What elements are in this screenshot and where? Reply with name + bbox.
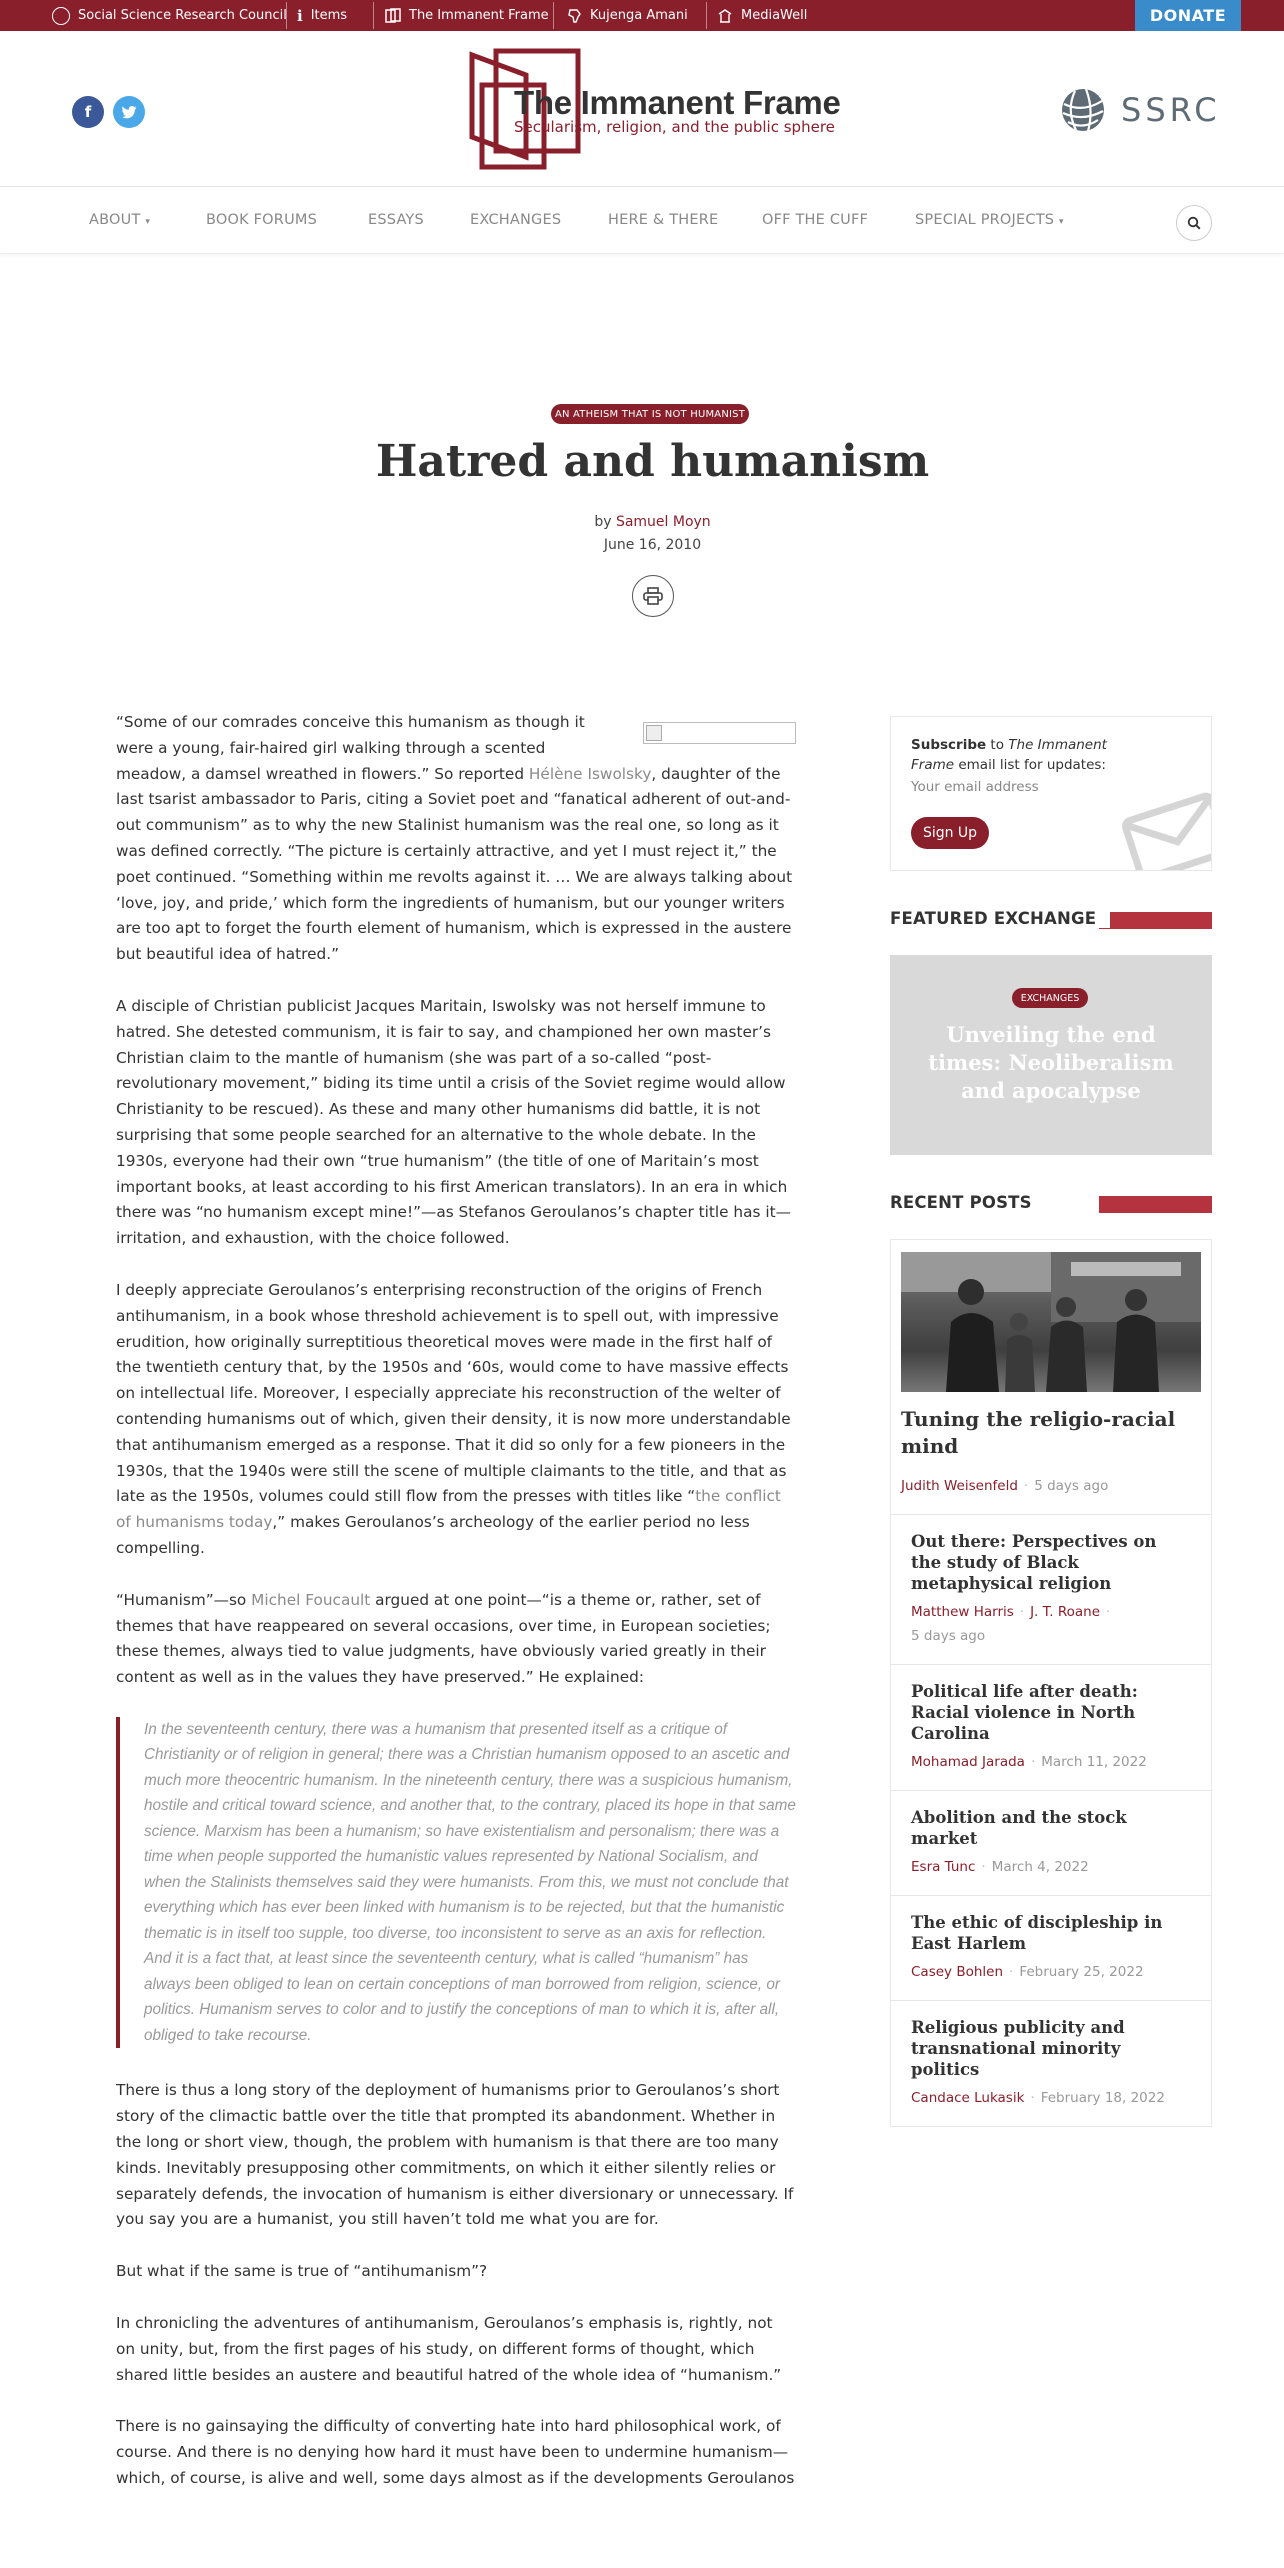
topbar-label: Social Science Research Council [78,8,287,23]
ssrc-wordmark[interactable]: SSRC [1121,91,1221,129]
author-link[interactable]: J. T. Roane [1030,1604,1101,1620]
twitter-icon[interactable] [113,96,145,128]
featured-title[interactable]: Unveiling the end times: Neoliberalism and apocalypse [928,1022,1174,1103]
category-badge[interactable]: AN ATHEISM THAT IS NOT HUMANIST [551,404,749,424]
separator: · [1106,1604,1111,1620]
list-item[interactable] [891,1791,1211,1896]
post-date: February 25, 2022 [1019,1964,1144,1980]
chevron-down-icon: ▾ [1059,217,1064,227]
author-link[interactable]: Casey Bohlen [911,1964,1004,1980]
email-field[interactable]: Your email address [911,779,1039,795]
article-paragraph: But what if the same is true of “antihumanism”? [116,2262,488,2281]
divider [553,2,554,29]
conflict-of-humanisms-link[interactable]: the conflict of humanisms today [116,1487,781,1532]
post-title[interactable]: The ethic of discipleship in East Harlem [911,1913,1163,1953]
list-item[interactable] [891,1896,1211,2001]
article-body [116,710,796,2518]
nav-item-special-projects[interactable] [915,212,1064,228]
post-meta [911,1750,1191,1774]
topbar-label: MediaWell [741,8,808,23]
africa-icon [566,8,582,24]
article-paragraph: There is thus a long story of the deployment of humanisms prior to Geroulanos’s short story of the climactic battle over the title that prompted its abandonment. Whether in the long or short view, though, the problem with humanism is that there are too many kinds. Inevitably presupposing other commitments, on which it either silently relies or separately defends, the invocation of humanism is either diversionary or unnecessary. If you say you are a humanist, you still haven’t told me what you are for. [116,2081,794,2229]
publication-name: The Immanent Frame [911,737,1107,773]
heading-bar [1099,912,1212,929]
post-meta [911,1960,1191,1984]
text: email list for updates: [954,757,1106,773]
info-icon: i [297,6,303,25]
list-item[interactable] [891,1240,1211,1515]
topbar-link-items[interactable] [297,0,347,31]
printer-icon [643,587,663,605]
nav-item-off-the-cuff[interactable]: OFF THE CUFF [762,212,869,228]
article-paragraph [116,1588,796,1691]
topbar-link-ssrc[interactable] [52,0,287,31]
nav-label: ABOUT [89,212,141,228]
text: to [986,737,1009,753]
post-title[interactable]: Tuning the religio-racial mind [901,1407,1176,1458]
divider [706,2,707,29]
nav-item-exchanges[interactable]: EXCHANGES [470,212,562,228]
post-date: June 16, 2010 [603,537,702,553]
post-date: March 11, 2022 [1041,1754,1147,1770]
post-title: Hatred and humanism [375,436,930,487]
main-nav [0,188,1284,254]
featured-exchange-card[interactable] [890,955,1212,1155]
author-link[interactable]: Esra Tunc [911,1859,976,1875]
globe-icon [52,7,70,25]
post-meta [911,1855,1191,1879]
post-date: March 4, 2022 [991,1859,1089,1875]
topbar-label: Items [310,8,348,23]
topbar-link-kujenga-amani[interactable] [566,0,688,31]
byline-prefix: by [594,514,612,530]
logo-title[interactable]: The Immanent Frame [514,84,841,121]
separator: · [981,1859,986,1875]
article-paragraph [116,1278,796,1562]
post-meta [911,1600,1191,1648]
separator: · [1030,2090,1035,2106]
chevron-down-icon: ▾ [145,217,151,227]
helene-iswolsky-link[interactable]: Hélène Iswolsky [528,764,652,783]
subscribe-box [890,716,1212,871]
ssrc-globe-icon[interactable] [1060,87,1106,133]
featured-exchange-heading [890,909,1212,931]
block-quote: In the seventeenth century, there was a humanism that presented itself as a critique of Christianity or of religion in general; there was a Christian humanism opposed to an ascetic and much more theocentric humanism. In the nineteenth century, there was a suspicious humanism, hostile and critical toward science, and another that, to the contrary, placed its hope in that same science. Marxism has been a humanism; so have existentialism and personalism; there was a time when people supported the humanistic values represented by National Socialism, and when the Stalinists themselves said they were humanists. From this, we must not conclude that everything which has ever been linked with humanism is to be rejected, but that the humanistic thematic is in itself too supple, too diverse, too inconsistent to serve as an axis for reflection. And it is a fact that, at least since the seventeenth century, what is called “humanism” has always been obliged to lean on certain conceptions of man borrowed from religion, science, or politics. Humanism serves to color and to justify the conceptions of man to which it is, after all, obliged to take recourse. [116,1717,796,2049]
author-link[interactable]: Samuel Moyn [615,514,711,530]
post-date: February 18, 2022 [1040,2090,1165,2106]
nav-label: SPECIAL PROJECTS [915,212,1055,228]
separator: · [1009,1964,1014,1980]
author-link[interactable]: Matthew Harris [911,1604,1014,1620]
recent-posts-list [890,1239,1212,2127]
byline [0,514,1284,530]
search-icon [1187,216,1201,230]
heading-text: RECENT POSTS [890,1193,1046,1212]
facebook-icon[interactable]: f [72,96,104,128]
article-paragraph [116,710,796,968]
text: , daughter of the last tsarist ambassador to Paris, citing a Soviet poet and “fanatical adherent of out-and-out communism” as to why the new Stalinist humanism was the real one, so long as it was defined correctly. “The picture is certainly attractive, and yet I must reject it,” the poet continued. “Something within me revolts against it. … We are always talking about ‘love, joy, and pride,’ which form the ingredients of humanism, but our younger writers are too apt to forget the fourth element of humanism, which is expressed in the austere but beautiful idea of hatred.” [116,764,793,964]
post-photo[interactable] [901,1252,1201,1392]
nav-item-about[interactable] [89,212,150,228]
list-item[interactable] [891,1515,1211,1665]
separator: · [1030,1754,1036,1770]
recent-posts-heading [890,1193,1212,1215]
post-title[interactable]: Out there: Perspectives on the study of Black metaphysical religion [911,1532,1157,1593]
divider [373,2,374,29]
author-link[interactable]: Mohamad Jarada [911,1754,1025,1770]
frame-icon [385,8,401,24]
topbar-link-mediawell[interactable] [717,0,807,31]
text: “Some of our comrades conceive this humanism as though it were a young, fair-haired girl walking through a scented meadow, a damsel wreathed in flowers.” So reported [116,713,585,783]
subscribe-text [911,735,1151,775]
well-icon [717,8,733,24]
sidebar [890,716,1212,2127]
author-link[interactable]: Judith Weisenfeld [901,1478,1018,1494]
post-title[interactable]: Political life after death: Racial violence in North Carolina [911,1682,1138,1743]
article-paragraph: There is no gainsaying the difficulty of converting hate into hard philosophical work, of course. And there is no denying how hard it must have been to undermine humanism—which, of course, is alive and well, some days almost as if the developments Geroulanos [116,2417,795,2487]
post-title[interactable]: Abolition and the stock market [911,1808,1127,1848]
post-date: 5 days ago [1034,1478,1109,1494]
print-button[interactable] [632,575,674,617]
exchanges-badge[interactable]: EXCHANGES [1012,988,1088,1008]
envelope-icon [1121,787,1212,871]
post-date: 5 days ago [911,1628,986,1644]
subscribe-lead: Subscribe [911,737,987,753]
article-paragraph: In chronicling the adventures of antihumanism, Geroulanos’s emphasis is, rightly, not on unity, but, from the first pages of his study, on different forms of thought, which shared little besides an austere and beautiful hatred of the whole idea of “humanism.” [116,2313,782,2384]
sign-up-button[interactable]: Sign Up [911,817,989,849]
top-bar [0,0,1284,31]
michel-foucault-link[interactable]: Michel Foucault [251,1590,371,1609]
topbar-label: The Immanent Frame [409,8,549,23]
nav-item-essays[interactable]: ESSAYS [368,212,424,228]
search-button[interactable] [1176,205,1212,241]
text: argued at one point—“is a theme or, rather, set of themes that have reappeared on several occasions, over time, in European societies; these themes, always tied to value judgments, have obviously varied greatly in their content as well as in the values they have preserved.” He explained: [116,1590,771,1687]
site-header [0,31,1284,187]
author-link[interactable]: Candace Lukasik [911,2090,1025,2106]
donate-button[interactable]: DONATE [1135,0,1241,31]
text: ,” makes Geroulanos’s archeology of the earlier period no less compelling. [116,1513,750,1557]
post-title[interactable]: Religious publicity and transnational minority politics [911,2018,1125,2079]
separator: · [1019,1604,1025,1620]
text: “Humanism”—so [116,1590,252,1609]
logo-subtitle: Secularism, religion, and the public sphere [514,118,835,136]
list-item[interactable] [891,2001,1211,2126]
divider [286,2,287,29]
separator: · [1023,1478,1029,1494]
nav-item-book-forums[interactable]: BOOK FORUMS [206,212,317,228]
topbar-link-immanent-frame[interactable] [385,0,549,31]
topbar-label: Kujenga Amani [590,8,688,23]
heading-bar [1099,1196,1212,1213]
broken-image [643,722,796,744]
post-meta [901,1474,1191,1498]
post-meta [911,2086,1191,2110]
article-paragraph: A disciple of Christian publicist Jacques Maritain, Iswolsky was not herself immune to hatred. She detested communism, it is fair to say, and championed her own master’s Christian claim to the mantle of humanism (she was part of a so-called “post-revolutionary movement,” biding its time until a crisis of the Soviet regime would allow Christianity to be rescued). As these and many other humanisms did battle, it is not surprising that some people searched for an alternative to the whole debate. In the 1930s, everyone had their own “true humanism” (the title of one of Maritain’s most important books, at least according to his first American translators). In an era in which there was “no humanism except mine!”—as Stefanos Geroulanos’s chapter title has it—irritation, and exhaustion, with the choice followed. [116,996,791,1248]
list-item[interactable] [891,1665,1211,1791]
text: I deeply appreciate Geroulanos’s enterprising reconstruction of the origins of French antihumanism, in a book whose threshold achievement is to spell out, with impressive erudition, how originally surreptitious theoretical moves were made in the first half of the twentieth century that, by the 1950s and ‘60s, would come to have massive effects on intellectual life. Moreover, I especially appreciate his reconstruction of the welter of contending humanisms out of which, given their density, it is now more understandable that antihumanism emerged as a response. That it did so only for a few pioneers in the 1930s, that the 1940s were still the scene of multiple claimants to the title, and that as late as the 1950s, volumes could still flow from the presses with titles like “ [116,1280,791,1506]
nav-item-here-and-there[interactable]: HERE & THERE [608,212,719,228]
heading-text: FEATURED EXCHANGE [890,909,1110,928]
